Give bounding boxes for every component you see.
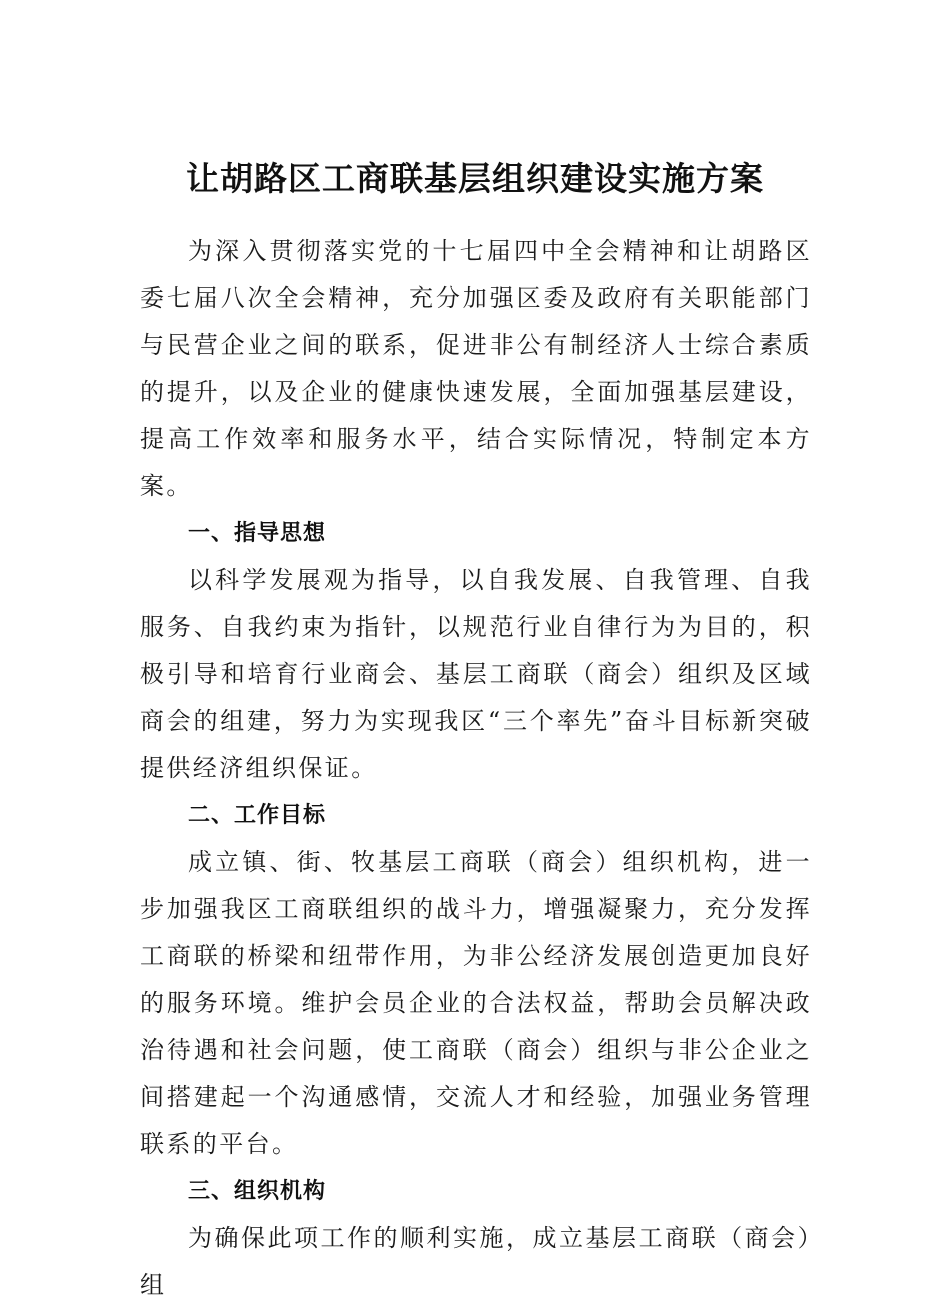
section-heading-work-goals: 二、工作目标 bbox=[188, 803, 327, 828]
section-heading-organization: 三、组织机构 bbox=[188, 1179, 327, 1204]
section-heading-guiding-ideology: 一、指导思想 bbox=[188, 521, 327, 546]
section-paragraph-guiding-ideology: 以科学发展观为指导，以自我发展、自我管理、自我服务、自我约束为指针，以规范行业自律行为为目的，积极引导和培育行业商会、基层工商联（商会）组织及区域商会的组建，努力为实现我区“三个率先”奋斗目标新突破提供经济组织保证。 bbox=[140, 566, 812, 782]
document-title: 让胡路区工商联基层组织建设实施方案 bbox=[186, 159, 764, 198]
section-paragraph-organization: 为确保此项工作的顺利实施，成立基层工商联（商会）组 bbox=[140, 1224, 812, 1299]
intro-paragraph: 为深入贯彻落实党的十七届四中全会精神和让胡路区委七届八次全会精神，充分加强区委及政府有关职能部门与民营企业之间的联系，促进非公有制经济人士综合素质的提升，以及企业的健康快速发展，全面加强基层建设，提高工作效率和服务水平，结合实际情况，特制定本方案。 bbox=[140, 237, 812, 500]
document-body bbox=[140, 228, 812, 1309]
section-paragraph-work-goals: 成立镇、街、牧基层工商联（商会）组织机构，进一步加强我区工商联组织的战斗力，增强凝聚力，充分发挥工商联的桥梁和纽带作用，为非公经济发展创造更加良好的服务环境。维护会员企业的合法权益，帮助会员解决政治待遇和社会问题，使工商联（商会）组织与非公企业之间搭建起一个沟通感情，交流人才和经验，加强业务管理联系的平台。 bbox=[140, 848, 812, 1158]
